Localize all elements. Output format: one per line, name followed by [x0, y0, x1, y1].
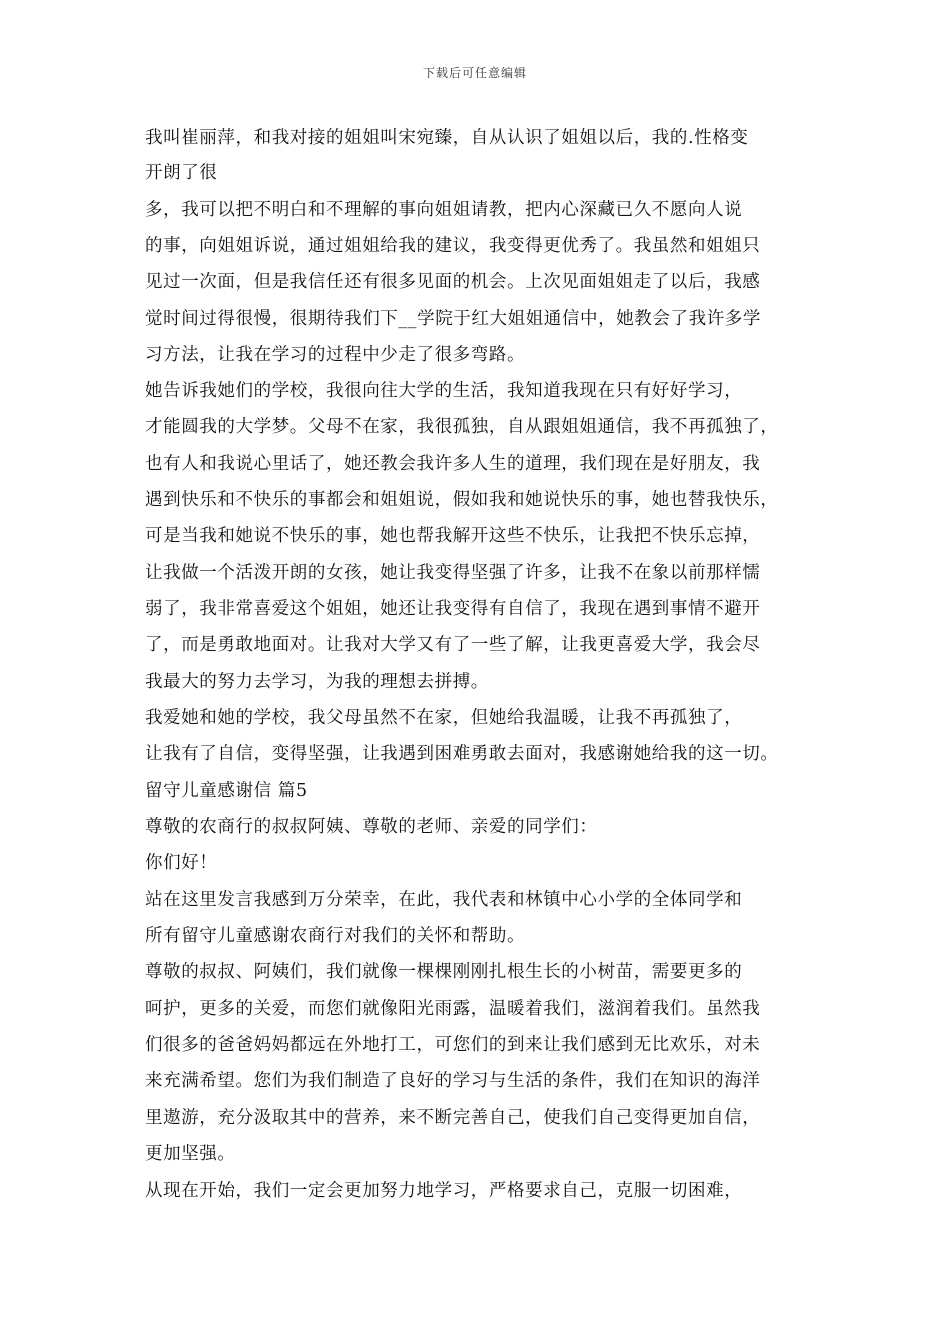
text-line: 们很多的爸爸妈妈都远在外地打工，可您们的到来让我们感到无比欢乐，对未 [145, 1035, 761, 1055]
text-line: 遇到快乐和不快乐的事都会和姐姐说，假如我和她说快乐的事，她也替我快乐， [145, 490, 779, 510]
text-line: 多，我可以把不明白和不理解的事向姐姐请教，把内心深藏已久不愿向人说 [145, 200, 743, 220]
text-line: 了，而是勇敢地面对。让我对大学又有了一些了解，让我更喜爱大学，我会尽 [145, 635, 761, 655]
text-line: 才能圆我的大学梦。父母不在家，我很孤独，自从跟姐姐通信，我不再孤独了， [145, 417, 779, 437]
text-line: 站在这里发言我感到万分荣幸，在此，我代表和林镇中心小学的全体同学和 [145, 890, 743, 910]
text-line: 开朗了很 [145, 163, 218, 183]
text-line: 我叫崔丽萍，和我对接的姐姐叫宋宛臻，自从认识了姐姐以后，我的.性格变 [145, 128, 749, 148]
text-line: 她告诉我她们的学校，我很向往大学的生活，我知道我现在只有好好学习， [145, 381, 743, 401]
text-line: 让我有了自信，变得坚强，让我遇到困难勇敢去面对，我感谢她给我的这一切。 [145, 744, 779, 764]
text-line: 我最大的努力去学习，为我的理想去拼搏。 [145, 672, 489, 692]
text-line: 来充满希望。您们为我们制造了良好的学习与生活的条件，我们在知识的海洋 [145, 1071, 761, 1091]
text-line: 所有留守儿童感谢农商行对我们的关怀和帮助。 [145, 926, 526, 946]
text-line: 我爱她和她的学校，我父母虽然不在家，但她给我温暖，让我不再孤独了， [145, 708, 743, 728]
header-note: 下载后可任意编辑 [422, 66, 527, 80]
text-line: 尊敬的农商行的叔叔阿姨、尊敬的老师、亲爱的同学们： [145, 817, 598, 837]
text-line: 你们好！ [145, 853, 218, 873]
text-line: 呵护，更多的关爱，而您们就像阳光雨露，温暖着我们，滋润着我们。虽然我 [145, 999, 761, 1019]
text-line: 更加坚强。 [145, 1144, 236, 1164]
text-line: 让我做一个活泼开朗的女孩，她让我变得坚强了许多，让我不在象以前那样懦 [145, 563, 761, 583]
section-heading: 留守儿童感谢信 篇5 [145, 781, 308, 801]
text-line: 觉时间过得很慢，很期待我们下__学院于红大姐姐通信中，她教会了我许多学 [145, 309, 761, 329]
text-line: 里遨游，充分汲取其中的营养，来不断完善自己，使我们自己变得更加自信， [145, 1108, 761, 1128]
text-line: 习方法，让我在学习的过程中少走了很多弯路。 [145, 345, 526, 365]
text-line: 从现在开始，我们一定会更加努力地学习，严格要求自己，克服一切困难， [145, 1181, 743, 1201]
text-line: 弱了，我非常喜爱这个姐姐，她还让我变得有自信了，我现在遇到事情不避开 [145, 599, 761, 619]
text-line: 也有人和我说心里话了，她还教会我许多人生的道理，我们现在是好朋友，我 [145, 454, 761, 474]
text-line: 可是当我和她说不快乐的事，她也帮我解开这些不快乐，让我把不快乐忘掉， [145, 526, 761, 546]
text-line: 的事，向姐姐诉说，通过姐姐给我的建议，我变得更优秀了。我虽然和姐姐只 [145, 236, 761, 256]
text-line: 尊敬的叔叔、阿姨们，我们就像一棵棵刚刚扎根生长的小树苗，需要更多的 [145, 962, 743, 982]
text-line: 见过一次面，但是我信任还有很多见面的机会。上次见面姐姐走了以后，我感 [145, 272, 761, 292]
